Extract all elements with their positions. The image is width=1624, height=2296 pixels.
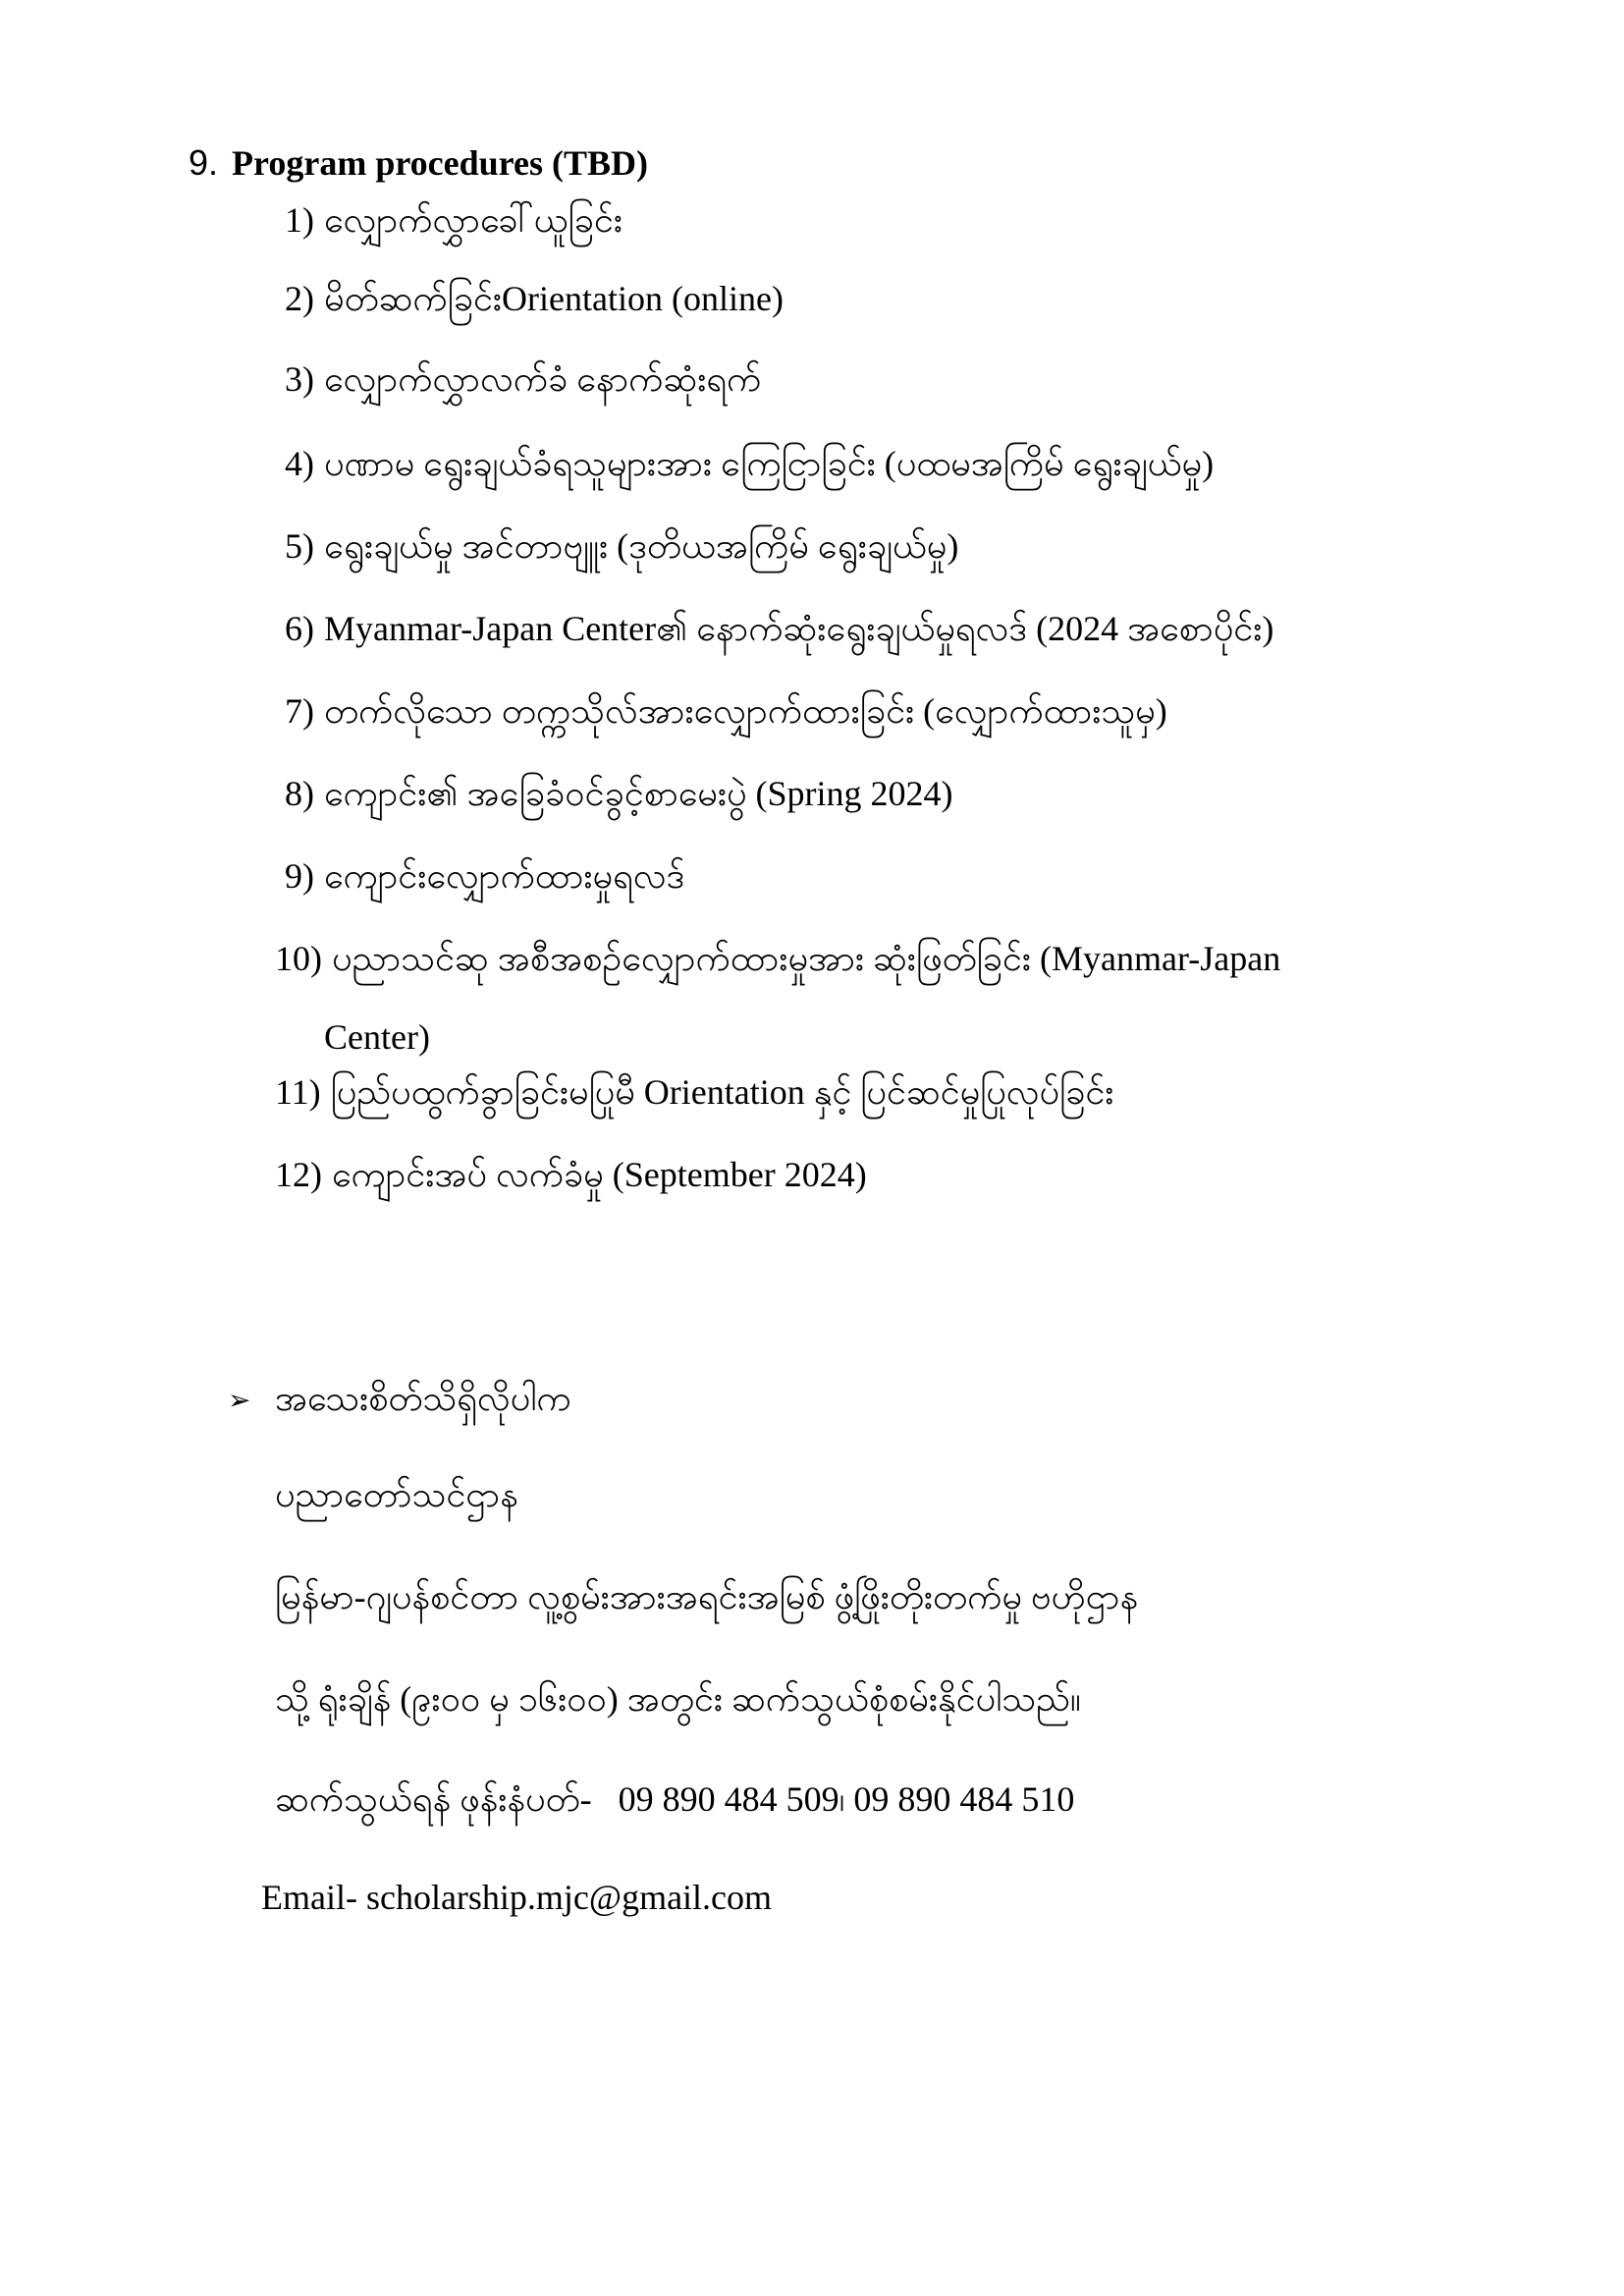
procedure-text: တက်လိုသော တက္ကသိုလ်အားလျှောက်ထားခြင်း (လျှောက်ထားသူမှ) [324,691,1167,731]
procedure-item [285,273,784,324]
procedure-item [285,194,623,246]
arrow-bullet-icon: ➢ [228,1384,251,1416]
contact-organization: မြန်မာ-ဂျပန်စင်တာ လူ့စွမ်းအားအရင်းအမြစ် ဖွံ့ဖြိုးတိုးတက်မှု ဗဟိုဌာန [275,1577,1139,1616]
procedure-text: လျှောက်လွှာခေါ်ယူခြင်း [324,200,623,240]
procedure-item [275,1066,1113,1118]
contact-phone [275,1774,1074,1825]
procedure-number: 9) [285,856,314,896]
procedure-item [275,933,1280,984]
procedure-item [275,1149,867,1200]
procedure-item [285,850,684,902]
contact-office-hours: သို့ ရုံးချိန် (၉း၀၀ မှ ၁၆း၀၀) အတွင်း ဆက်သွယ်စုံစမ်းနိုင်ပါသည်။ [275,1679,1081,1719]
procedure-item [285,768,953,819]
procedure-text: မိတ်ဆက်ခြင်းOrientation (online) [324,279,784,318]
procedure-number: 10) [275,939,322,978]
procedure-number: 4) [285,444,314,483]
procedure-text: ပြည်ပထွက်ခွာခြင်းမပြုမီ Orientation နှင့် ပြင်ဆင်မှုပြုလုပ်ခြင်း [330,1072,1114,1112]
section-title: Program procedures (TBD) [232,143,648,183]
section-heading [189,137,648,189]
procedure-continuation: Center) [324,1017,430,1057]
procedure-text: ရွေးချယ်မှု အင်တာဗျူး (ဒုတိယအကြိမ် ရွေးချယ်မှု) [324,526,959,566]
procedure-number: 2) [285,279,314,318]
phone-label: ဆက်သွယ်ရန် ဖုန်းနံပတ်- [275,1779,592,1819]
procedure-item [285,354,761,405]
procedure-text: ပညာသင်ဆု အစီအစဉ်လျှောက်ထားမှုအား ဆုံးဖြတ်ခြင်း (Myanmar-Japan [332,939,1281,978]
procedure-number: 8) [285,774,314,813]
procedure-item [285,438,1214,489]
procedure-item [285,603,1273,654]
procedure-number: 3) [285,359,314,399]
procedure-item [285,685,1167,737]
procedure-item [285,520,958,572]
contact-department: ပညာတော်သင်ဌာန [275,1475,518,1514]
procedure-text: ကျောင်းလျှောက်ထားမှုရလဒ် [324,856,685,896]
procedure-number: 7) [285,691,314,731]
procedure-number: 6) [285,609,314,648]
procedure-number: 11) [275,1072,321,1112]
procedure-text: ကျောင်း၏ အခြေခံဝင်ခွင့်စာမေးပွဲ (Spring 2024) [324,774,953,813]
section-number: 9. [189,142,219,183]
contact-heading: အသေးစိတ်သိရှိလိုပါက [275,1379,571,1418]
procedure-number: 5) [285,526,314,566]
procedure-number: 1) [285,200,314,240]
procedure-text: ကျောင်းအပ် လက်ခံမှု (September 2024) [332,1155,867,1194]
procedure-text: လျှောက်လွှာလက်ခံ နောက်ဆုံးရက် [324,359,762,399]
procedure-number: 12) [275,1155,322,1194]
procedure-text: Myanmar-Japan Center၏ နောက်ဆုံးရွေးချယ်မှုရလဒ် (2024 အစောပိုင်း) [324,609,1274,648]
procedure-text: ပဏာမ ရွေးချယ်ခံရသူများအား ကြေငြာခြင်း (ပထမအကြိမ် ရွေးချယ်မှု) [324,444,1215,483]
phone-numbers: 09 890 484 509၊ 09 890 484 510 [618,1779,1075,1819]
contact-email[interactable]: Email- scholarship.mjc@gmail.com [261,1878,773,1917]
